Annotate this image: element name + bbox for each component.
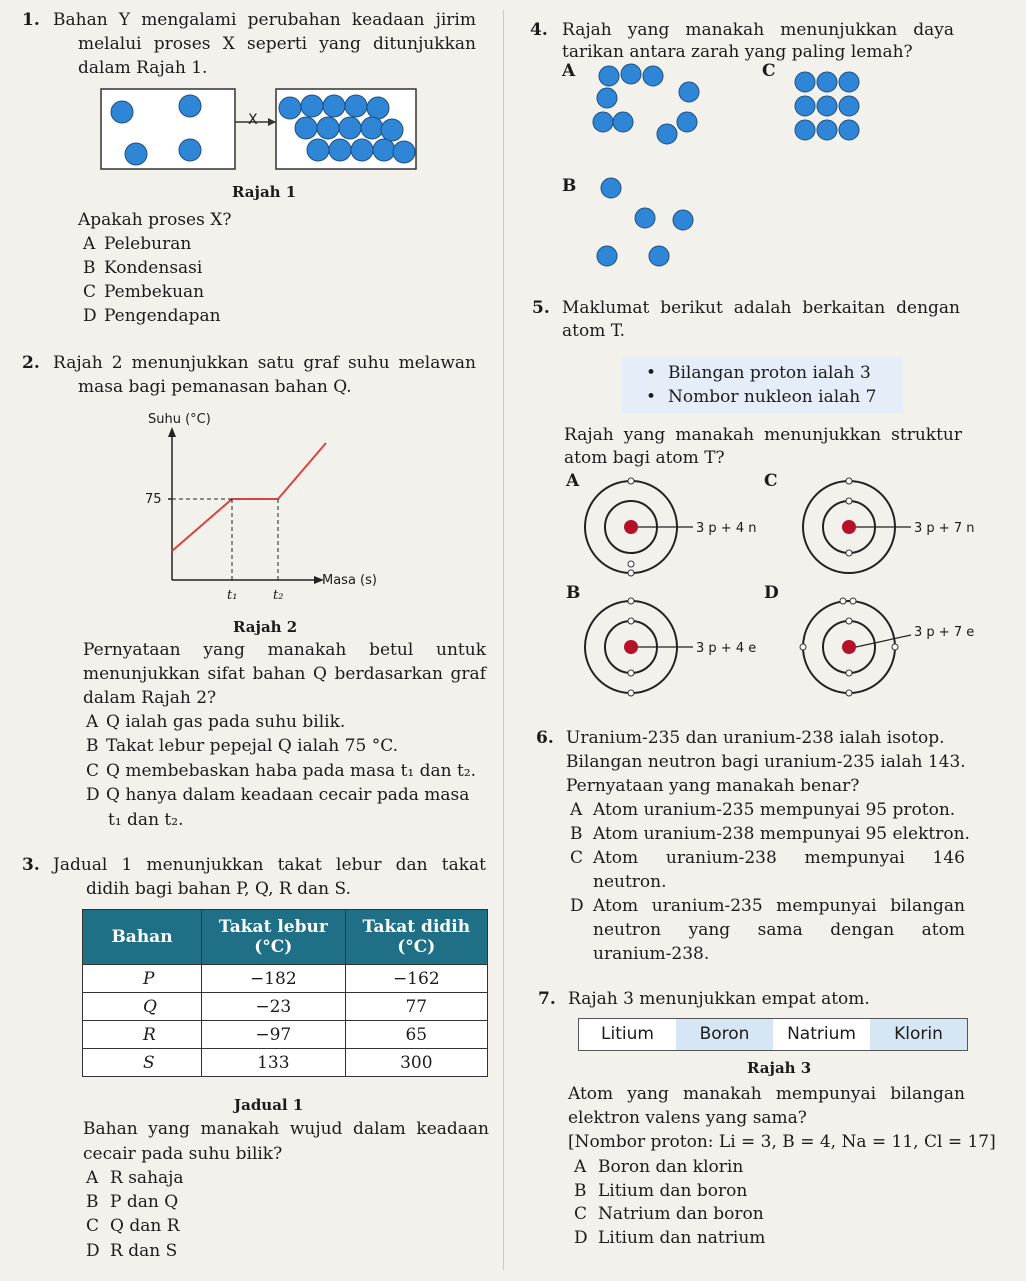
atom-litium: Litium [601,1024,654,1044]
info-nucleon: Nombor nukleon ialah 7 [668,387,877,407]
q2-question-2: menunjukkan sifat bahan Q berdasarkan graf [83,664,486,684]
q7-question-3: [Nombor proton: Li = 3, B = 4, Na = 11, Cl = 17] [568,1132,996,1152]
q2-option-c-letter[interactable]: C [86,761,100,781]
atom-diagram-b [585,598,693,696]
table-cell: R [83,1021,202,1049]
q7-question-1: Atom yang manakah mempunyai bilangan [568,1084,965,1104]
q6-line-2: Bilangan neutron bagi uranium-235 ialah 143. [566,752,966,772]
rajah-1-arrow-label: X [248,112,258,128]
q7-option-d[interactable]: Litium dan natrium [598,1228,766,1248]
table-header-takat-didih: Takat didih (°C) [345,910,487,965]
q2-number: 2. [22,353,40,373]
q3-line-2: didih bagi bahan P, Q, R dan S. [86,879,351,899]
q7-option-a[interactable]: Boron dan klorin [598,1157,744,1177]
q5-diagram-a-letter[interactable]: A [566,471,580,491]
table-cell: −23 [202,993,346,1021]
q4-label-c[interactable]: C [762,61,776,81]
q2-option-c[interactable]: Q membebaskan haba pada masa t₁ dan t₂. [106,761,477,781]
q5-question-2: atom bagi atom T? [564,448,725,468]
q6-option-c-cont: neutron. [593,872,667,892]
q5-info-box [622,357,903,413]
rajah-2-t1: t₁ [227,588,238,603]
q2-option-a[interactable]: Q ialah gas pada suhu bilik. [106,712,346,732]
q4-line-2: tarikan antara zarah yang paling lemah? [562,42,913,62]
q5-diagram-b-letter[interactable]: B [566,583,581,603]
q5-number: 5. [532,298,550,318]
q1-option-c-letter[interactable]: C [83,282,97,302]
q1-option-a-letter[interactable]: A [83,234,96,254]
q7-intro: Rajah 3 menunjukkan empat atom. [568,989,870,1009]
q5-label-b: 3 p + 4 e [696,641,757,656]
table-header-bahan: Bahan [83,910,202,965]
q5-line-2: atom T. [562,321,625,341]
q2-option-b-letter[interactable]: B [86,736,99,756]
q6-option-c-letter[interactable]: C [570,848,584,868]
rajah-2-ylabel: Suhu (°C) [148,412,211,427]
q7-number: 7. [538,989,556,1009]
table-row [83,965,488,993]
info-bullet-2: • [646,387,657,407]
q6-option-d-letter[interactable]: D [570,896,584,916]
q4-line-1: Rajah yang manakah menunjukkan daya [562,20,954,40]
info-proton: Bilangan proton ialah 3 [668,363,871,383]
table-cell: 65 [345,1021,487,1049]
q1-number: 1. [22,10,40,30]
q5-diagram-c-letter[interactable]: C [764,471,778,491]
rajah-2-caption: Rajah 2 [233,618,298,636]
rajah-2-ytick: 75 [145,492,162,507]
q1-line-2: melalui proses X seperti yang ditunjukkan [78,34,476,54]
atom-boron: Boron [676,1019,773,1050]
atom-diagram-c [803,478,911,573]
q2-option-d-letter[interactable]: D [86,785,100,805]
q2-line-2: masa bagi pemanasan bahan Q. [78,377,352,397]
q3-option-a-letter[interactable]: A [86,1168,99,1188]
table-row [83,993,488,1021]
q2-option-a-letter[interactable]: A [86,712,99,732]
q7-question-2: elektron valens yang sama? [568,1108,807,1128]
q3-option-d[interactable]: R dan S [110,1241,178,1261]
jadual-1-table [82,909,488,1077]
rajah-2-t2: t₂ [273,588,284,603]
q3-option-b[interactable]: P dan Q [110,1192,179,1212]
atom-klorin: Klorin [870,1019,967,1050]
q4-particle-diagrams [585,60,875,270]
q1-option-a[interactable]: Peleburan [104,234,192,254]
q3-number: 3. [22,855,40,875]
q5-diagram-d-letter[interactable]: D [764,583,779,603]
table-cell: Q [83,993,202,1021]
q1-option-d[interactable]: Pengendapan [104,306,221,326]
q6-option-a-letter[interactable]: A [570,800,583,820]
q2-line-1: Rajah 2 menunjukkan satu graf suhu melawan [53,353,476,373]
atom-natrium: Natrium [787,1024,856,1044]
q4-label-a[interactable]: A [562,61,576,81]
table-cell: 300 [345,1049,487,1077]
q7-option-c-letter[interactable]: C [574,1204,588,1224]
q6-option-d-cont-1: neutron yang sama dengan atom [593,920,965,940]
atom-diagram-d [800,598,911,696]
q3-option-a[interactable]: R sahaja [110,1168,184,1188]
table-cell: −97 [202,1021,346,1049]
q6-line-1: Uranium-235 dan uranium-238 ialah isotop. [566,728,945,748]
q1-option-d-letter[interactable]: D [83,306,97,326]
q2-question-3: dalam Rajah 2? [83,688,217,708]
table-cell: 133 [202,1049,346,1077]
q3-option-c[interactable]: Q dan R [110,1216,180,1236]
rajah-2-xlabel: Masa (s) [322,573,377,588]
q6-option-b-letter[interactable]: B [570,824,583,844]
atom-diagram-a [585,478,693,576]
table-cell: 77 [345,993,487,1021]
q3-option-d-letter[interactable]: D [86,1241,100,1261]
q3-question-1: Bahan yang manakah wujud dalam keadaan [83,1119,489,1139]
q4-number: 4. [530,20,548,40]
q1-option-b-letter[interactable]: B [83,258,96,278]
rajah-3-atoms [578,1018,968,1051]
q7-option-a-letter[interactable]: A [574,1157,587,1177]
q7-option-c[interactable]: Natrium dan boron [598,1204,764,1224]
rajah-1-caption: Rajah 1 [232,183,297,201]
q3-option-c-letter[interactable]: C [86,1216,100,1236]
jadual-1-caption: Jadual 1 [234,1096,304,1114]
table-cell: S [83,1049,202,1077]
q7-option-b[interactable]: Litium dan boron [598,1181,748,1201]
rajah-1-figure [100,88,418,172]
q5-question-1: Rajah yang manakah menunjukkan struktur [564,425,962,445]
column-divider [503,10,504,1270]
q1-option-c[interactable]: Pembekuan [104,282,205,302]
q5-atom-diagrams [575,475,975,700]
q6-line-3: Pernyataan yang manakah benar? [566,776,860,796]
q5-label-c: 3 p + 7 n [914,521,975,536]
q3-option-b-letter[interactable]: B [86,1192,99,1212]
q6-number: 6. [536,728,554,748]
q5-line-1: Maklumat berikut adalah berkaitan dengan [562,298,960,318]
q2-option-b[interactable]: Takat lebur pepejal Q ialah 75 °C. [106,736,398,756]
q6-option-b[interactable]: Atom uranium-238 mempunyai 95 elektron. [593,824,970,844]
table-row [83,1049,488,1077]
q1-question: Apakah proses X? [78,210,232,230]
table-cell: −182 [202,965,346,993]
q6-option-d[interactable]: Atom uranium-235 mempunyai bilangan [593,896,965,916]
q7-option-d-letter[interactable]: D [574,1228,588,1248]
q1-line-3: dalam Rajah 1. [78,58,208,78]
info-bullet-1: • [646,363,657,383]
table-header-takat-lebur: Takat lebur (°C) [202,910,346,965]
table-row [83,1021,488,1049]
q3-question-2: cecair pada suhu bilik? [83,1144,283,1164]
q1-line-1: Bahan Y mengalami perubahan keadaan jirim [53,10,476,30]
q4-label-b[interactable]: B [562,176,577,196]
q1-option-b[interactable]: Kondensasi [104,258,203,278]
q2-option-d[interactable]: Q hanya dalam keadaan cecair pada masa [106,785,470,805]
q7-option-b-letter[interactable]: B [574,1181,587,1201]
q6-option-d-cont-2: uranium-238. [593,944,710,964]
q6-option-a[interactable]: Atom uranium-235 mempunyai 95 proton. [593,800,956,820]
q2-question-1: Pernyataan yang manakah betul untuk [83,640,486,660]
table-cell: P [83,965,202,993]
q3-line-1: Jadual 1 menunjukkan takat lebur dan takat [53,855,486,875]
q2-option-d-cont: t₁ dan t₂. [108,810,184,830]
q5-label-a: 3 p + 4 n [696,521,757,536]
q6-option-c[interactable]: Atom uranium-238 mempunyai 146 [593,848,965,868]
q5-label-d: 3 p + 7 e [914,625,975,640]
table-cell: −162 [345,965,487,993]
rajah-3-caption: Rajah 3 [747,1059,812,1077]
